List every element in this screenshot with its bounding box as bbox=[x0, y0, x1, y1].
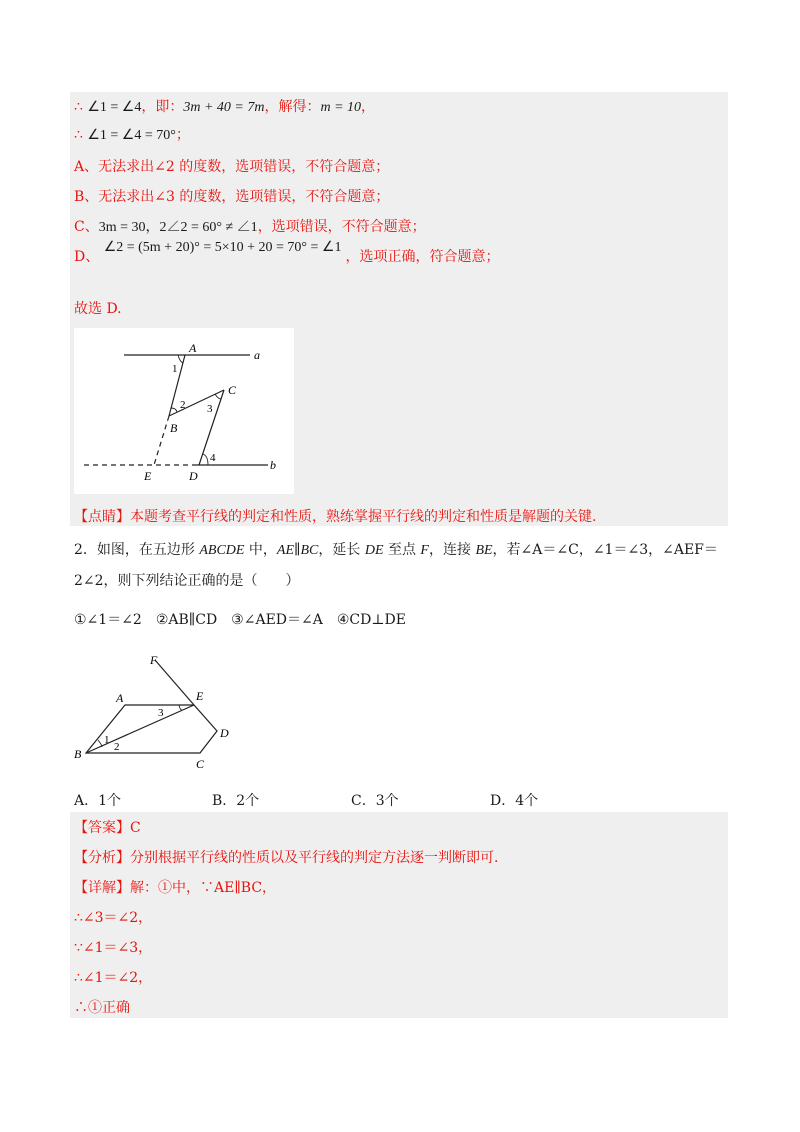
option-a-analysis: A、无法求出∠2 的度数，选项错误，不符合题意； bbox=[74, 159, 390, 175]
option-c-analysis: C、3m = 30，2∠2 = 60° ≠ ∠1，选项错误，不符合题意； bbox=[74, 219, 426, 235]
label-D: D bbox=[220, 726, 229, 740]
choice-b[interactable]: B．2个 bbox=[212, 793, 260, 809]
label-B: B bbox=[170, 421, 178, 435]
detail-line-2: ∴∠3＝∠2， bbox=[74, 910, 153, 926]
label-b: b bbox=[270, 458, 276, 472]
label-F: F bbox=[150, 653, 158, 667]
answer-block bbox=[70, 812, 728, 1018]
label-D: D bbox=[189, 469, 198, 483]
label-3: 3 bbox=[158, 707, 164, 719]
option-d-analysis: D、 ∠2 = (5m + 20)° = 5×10 + 20 = 70° = ∠1，选项正确，符合题意； bbox=[74, 240, 500, 265]
label-E: E bbox=[196, 689, 204, 703]
label-2: 2 bbox=[114, 741, 120, 753]
analysis-line: 【分析】分别根据平行线的性质以及平行线的判定方法逐一判断即可. bbox=[74, 850, 499, 866]
detail-line-4: ∴∠1＝∠2， bbox=[74, 970, 153, 986]
label-a: a bbox=[254, 348, 260, 362]
solution-line-1: ∴ ∠1 = ∠4，即：3m + 40 = 7m，解得：m = 10， bbox=[74, 99, 376, 115]
label-B: B bbox=[74, 747, 82, 761]
detail-line-5: ∴①正确 bbox=[74, 1000, 130, 1016]
conclusion: 故选 D. bbox=[74, 301, 122, 317]
comment-line: 【点睛】本题考查平行线的判定和性质，熟练掌握平行线的判定和性质是解题的关键. bbox=[74, 509, 597, 525]
answer-line: 【答案】C bbox=[74, 820, 141, 836]
label-E: E bbox=[144, 469, 152, 483]
choice-a[interactable]: A．1个 bbox=[74, 793, 122, 809]
question-2-line-2: 2∠2，则下列结论正确的是（ ） bbox=[74, 573, 300, 589]
figure-parallel-lines bbox=[74, 328, 294, 494]
label-4: 4 bbox=[210, 452, 216, 464]
option-b-analysis: B、无法求出∠3 的度数，选项错误，不符合题意； bbox=[74, 189, 390, 205]
label-C: C bbox=[228, 383, 237, 397]
choice-d[interactable]: D．4个 bbox=[490, 793, 539, 809]
detail-line-3: ∵∠1＝∠3， bbox=[74, 940, 153, 956]
detail-line-1: 【详解】解：①中，∵AE∥BC， bbox=[74, 880, 277, 896]
label-2: 2 bbox=[180, 399, 186, 411]
figure-pentagon bbox=[70, 652, 240, 772]
label-1: 1 bbox=[172, 363, 178, 375]
label-C: C bbox=[196, 757, 205, 771]
segment-EF bbox=[155, 660, 194, 705]
label-A: A bbox=[189, 341, 197, 355]
choice-c[interactable]: C．3个 bbox=[351, 793, 399, 809]
label-3: 3 bbox=[207, 403, 213, 415]
label-1: 1 bbox=[104, 734, 110, 746]
label-A: A bbox=[116, 691, 124, 705]
solution-line-2: ∴ ∠1 = ∠4 = 70°； bbox=[74, 127, 190, 143]
question-2-line-1: 2．如图，在五边形 ABCDE 中，AE∥BC，延长 DE 至点 F，连接 BE，若∠A＝∠C，∠1＝∠3，∠AEF＝ bbox=[74, 542, 718, 558]
question-2-statements: ①∠1＝∠2 ②AB∥CD ③∠AED＝∠A ④CD⊥DE bbox=[74, 612, 406, 628]
